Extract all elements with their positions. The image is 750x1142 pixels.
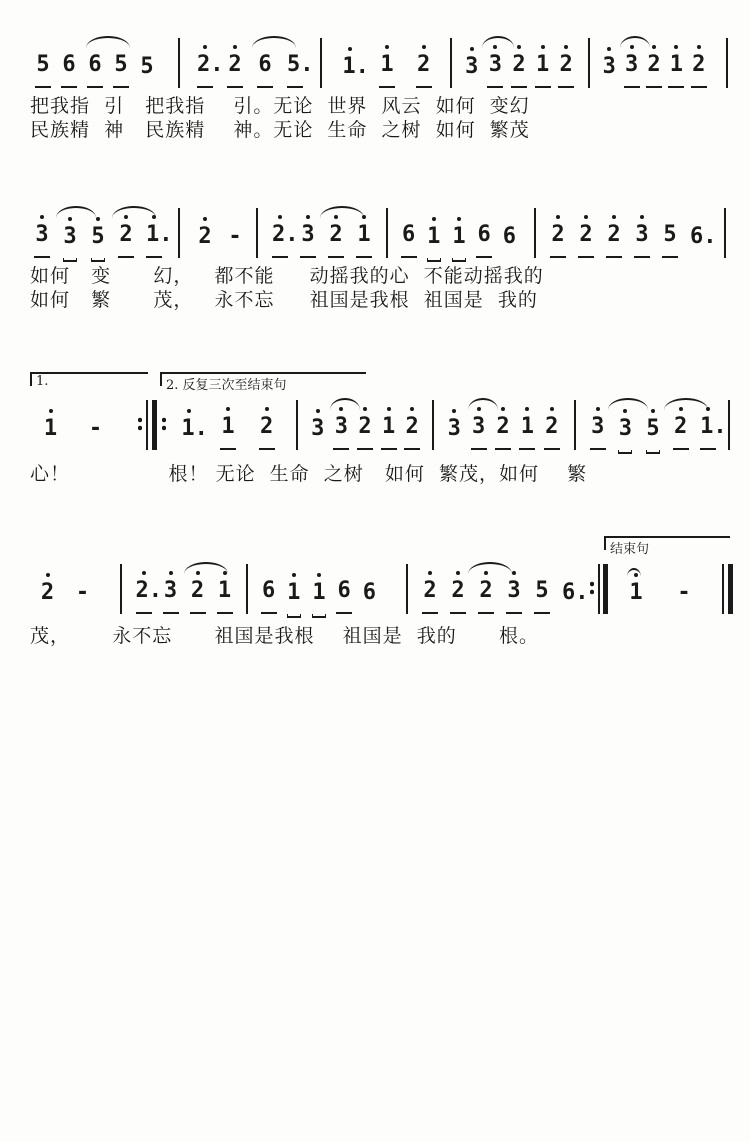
- note: -: [75, 580, 90, 605]
- barline: [146, 400, 148, 450]
- note: 3: [624, 54, 640, 88]
- note: 2: [691, 54, 707, 88]
- note: 3: [617, 418, 633, 450]
- notation-row: [0, 198, 750, 258]
- note: 3: [34, 224, 50, 258]
- measure: [190, 198, 250, 258]
- ending-bracket: [604, 536, 730, 557]
- note: 5.: [287, 54, 303, 88]
- barline: [406, 564, 408, 614]
- measure: [460, 28, 578, 88]
- volta-2: [160, 372, 366, 393]
- note: 1: [628, 582, 644, 614]
- barline: [320, 38, 322, 88]
- note: 3: [590, 416, 606, 450]
- note: 2: [544, 416, 560, 450]
- notation-row: [0, 28, 750, 88]
- note: 3: [471, 416, 487, 450]
- note: 2: [416, 54, 432, 88]
- barline: [178, 208, 180, 258]
- measure: [190, 28, 314, 88]
- note: 6: [61, 54, 77, 88]
- note: 1.: [181, 418, 197, 450]
- lyrics-verse-1: 心！ 根！ 无论 生命 之树 如何 繁茂，如何 繁: [30, 463, 588, 485]
- note: 2: [259, 416, 275, 450]
- volta-1-label: 1.: [36, 374, 49, 389]
- note: 2: [40, 582, 56, 614]
- barline: [588, 38, 590, 88]
- measure: [332, 28, 442, 88]
- notation-row: [0, 554, 750, 614]
- note: 6: [257, 54, 273, 88]
- note: 6: [401, 224, 417, 258]
- measure: [442, 390, 564, 450]
- note: 6: [87, 54, 103, 88]
- note: 1.: [700, 416, 716, 450]
- note: 6: [476, 224, 492, 258]
- notation-row: [0, 390, 750, 450]
- note: 5: [140, 54, 154, 79]
- volta-2-label: 2. 反复三次至结束句: [166, 378, 287, 393]
- measure: [28, 198, 173, 258]
- note: 3: [163, 580, 179, 614]
- note: 6.: [690, 224, 717, 249]
- note: 2: [646, 54, 662, 88]
- barline-thick: [152, 400, 157, 450]
- barline: [534, 208, 536, 258]
- note: 2.: [136, 580, 152, 614]
- note: 1: [519, 416, 535, 450]
- note: 1: [311, 582, 327, 614]
- note: 5: [90, 226, 106, 258]
- repeat-end-dots: [138, 416, 142, 432]
- measure: [584, 390, 727, 450]
- lyrics-verse-2: 如何 繁 茂， 永不忘 祖国是我根 祖国是 我的: [30, 289, 538, 311]
- note: 2: [118, 224, 134, 258]
- barline: [726, 38, 728, 88]
- barline: [296, 400, 298, 450]
- barline: [120, 564, 122, 614]
- measure: [598, 28, 710, 88]
- note: 2: [190, 580, 206, 614]
- note: 1.: [146, 224, 162, 258]
- note: 5: [113, 54, 129, 88]
- measure: [306, 390, 424, 450]
- note: 1: [217, 580, 233, 614]
- note: 2: [550, 224, 566, 258]
- note: 3: [62, 226, 78, 258]
- note: 5: [645, 418, 661, 450]
- note: 2: [511, 54, 527, 88]
- repeat-end-dots: [590, 580, 594, 596]
- note: -: [228, 224, 242, 249]
- note: 3: [446, 418, 462, 450]
- note: 3: [300, 224, 316, 258]
- note: 1: [381, 416, 397, 450]
- barline: [450, 38, 452, 88]
- note: 2: [606, 224, 622, 258]
- note: 1: [668, 54, 684, 88]
- note: 2: [404, 416, 420, 450]
- measure: [544, 198, 717, 258]
- note: 6.: [562, 580, 589, 605]
- measure: [396, 198, 522, 258]
- note: 1: [220, 416, 236, 450]
- measure: [256, 554, 382, 614]
- barline: [256, 208, 258, 258]
- barline: [432, 400, 434, 450]
- barline: [246, 564, 248, 614]
- barline: [598, 564, 600, 614]
- note: 3: [333, 416, 349, 450]
- note: 1.: [342, 56, 358, 88]
- note: 2: [578, 224, 594, 258]
- barline: [724, 208, 726, 258]
- measure: [130, 554, 238, 614]
- note: 2: [673, 416, 689, 450]
- barline-final-thin: [722, 564, 724, 614]
- measure: [30, 554, 100, 614]
- note: 2: [357, 416, 373, 450]
- measure: [266, 198, 378, 258]
- lyrics-verse-2: 民族精 神 民族精 神。无论 生命 之树 如何 繁茂: [30, 119, 530, 141]
- note: 6: [362, 580, 376, 605]
- repeat-start-dots: [162, 416, 166, 432]
- note: 2: [450, 580, 466, 614]
- note: 1: [356, 224, 372, 258]
- note: 5: [35, 54, 51, 88]
- volta-1: [30, 372, 148, 389]
- note: 3: [310, 418, 326, 450]
- measure: [612, 554, 708, 614]
- measure: [28, 390, 118, 450]
- note: 3: [634, 224, 650, 258]
- barline: [178, 38, 180, 88]
- note: 5: [662, 224, 678, 258]
- note: 1: [426, 226, 442, 258]
- lyrics-verse-1: 把我指 引 把我指 引。无论 世界 风云 如何 变幻: [30, 95, 530, 117]
- note: 5: [534, 580, 550, 614]
- note: 1: [535, 54, 551, 88]
- note: 3: [601, 56, 617, 88]
- note: 1: [286, 582, 302, 614]
- note: 6: [502, 224, 516, 249]
- lyrics-verse-1: 如何 变 幻， 都不能 动摇我的心 不能动摇我的: [30, 265, 544, 287]
- barline: [728, 400, 730, 450]
- barline: [386, 208, 388, 258]
- note: 3: [506, 580, 522, 614]
- note: 2: [422, 580, 438, 614]
- measure: [170, 390, 286, 450]
- ending-label: 结束句: [610, 542, 650, 557]
- note: 1: [451, 226, 467, 258]
- note: 2.: [197, 54, 213, 88]
- note: 2: [227, 54, 243, 88]
- lyrics-verse-1: 茂， 永不忘 祖国是我根 祖国是 我的 根。: [30, 625, 539, 647]
- barline-final-thick: [728, 564, 733, 614]
- note: 3: [487, 54, 503, 88]
- barline: [574, 400, 576, 450]
- note: -: [677, 580, 691, 605]
- note: 2: [558, 54, 574, 88]
- note: 1: [379, 54, 395, 88]
- note: 2: [328, 224, 344, 258]
- note: 2: [478, 580, 494, 614]
- note: 1: [43, 418, 59, 450]
- note: -: [88, 416, 103, 441]
- note: 3: [464, 56, 480, 88]
- note: 2.: [272, 224, 288, 258]
- note: 6: [336, 580, 352, 614]
- note: 2: [197, 226, 213, 258]
- barline-thick: [603, 564, 608, 614]
- note: 2: [495, 416, 511, 450]
- note: 6: [261, 580, 277, 614]
